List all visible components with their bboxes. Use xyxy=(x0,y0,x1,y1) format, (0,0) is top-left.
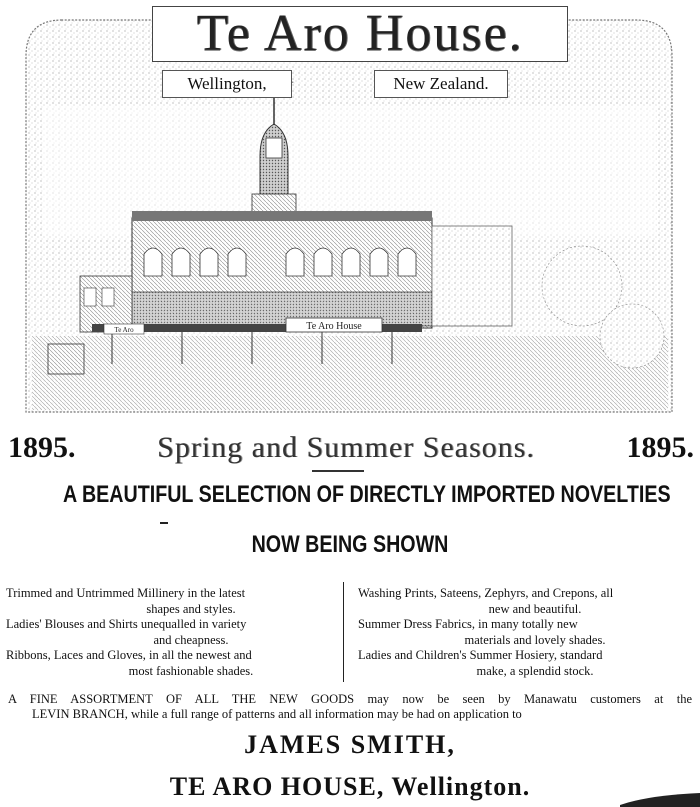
list-item: Summer Dress Fabrics, in many totally new materials and lovely shades. xyxy=(358,617,606,647)
seasons-divider xyxy=(312,470,364,472)
side-sign-text: Te Aro xyxy=(114,326,134,334)
location-city-box xyxy=(162,70,292,98)
title-banner xyxy=(152,6,568,62)
list-item: Ladies and Children's Summer Hosiery, standard make, a splendid stock. xyxy=(358,648,603,678)
left-column xyxy=(6,586,336,679)
dash-mark xyxy=(160,522,168,524)
right-column xyxy=(358,586,692,679)
location-country: New Zealand. xyxy=(393,74,489,93)
store-sign-text: Te Aro House xyxy=(306,321,362,332)
year-left: 1895. xyxy=(8,431,76,464)
seasons-title: Spring and Summer Seasons. xyxy=(157,431,535,464)
list-item: Washing Prints, Sateens, Zephyrs, and Crepons, all new and beautiful. xyxy=(358,586,614,616)
main-headline: A BEAUTIFUL SELECTION OF DIRECTLY IMPORTED NOVELTIES xyxy=(63,481,671,508)
assortment-notice xyxy=(8,692,692,722)
location-country-box xyxy=(374,70,508,98)
merchant-address: TE ARO HOUSE, Wellington. xyxy=(169,772,531,801)
sub-headline: NOW BEING SHOWN xyxy=(251,531,449,558)
seasons-line xyxy=(0,430,700,466)
store-title: Te Aro House. xyxy=(196,5,524,62)
list-item: Ladies' Blouses and Shirts unequalled in variety and cheapness. xyxy=(6,617,247,647)
assortment-line-1: A FINE ASSORTMENT OF ALL THE NEW GOODS may now be seen by Manawatu customers at the xyxy=(8,692,692,706)
list-item: Trimmed and Untrimmed Millinery in the latest shapes and styles. xyxy=(6,586,246,616)
location-city: Wellington, xyxy=(187,74,267,93)
year-right: 1895. xyxy=(626,431,694,464)
merchant-name: JAMES SMITH, xyxy=(244,730,456,759)
corner-smudge xyxy=(620,791,700,807)
dome-tower xyxy=(260,124,288,196)
column-divider xyxy=(343,582,344,682)
engraving-illustration xyxy=(22,6,678,426)
goods-columns xyxy=(0,586,700,686)
list-item: Ribbons, Laces and Gloves, in all the newest and most fashionable shades. xyxy=(6,648,254,678)
building-engraving xyxy=(22,6,678,426)
assortment-line-2: LEVIN BRANCH, while a full range of patterns and all information may be had on application to xyxy=(32,707,522,721)
